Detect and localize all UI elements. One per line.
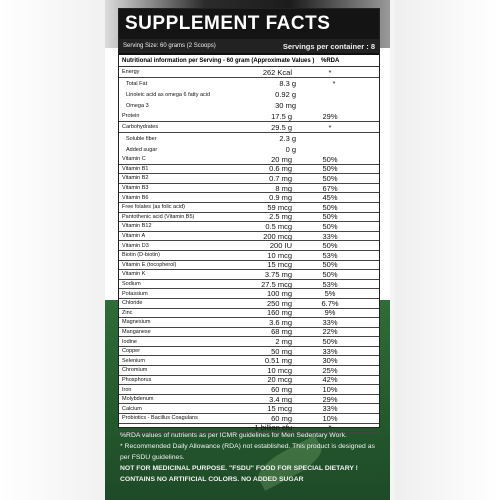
nutrient-rda: 42% [322,375,338,385]
nutrient-amount: 3.4 mg [269,394,292,404]
nutrient-name: Probiotics - Bacillus Coagulans [122,415,198,422]
nutrient-amount: 250 mg [266,298,292,308]
table-row [119,232,379,242]
nutrient-rda: * [332,79,336,88]
background-right [395,0,500,500]
table-row [119,78,379,89]
macro-rows [119,67,379,155]
nutrient-rda: 50% [322,337,338,347]
nutrient-name: Added sugar [126,146,158,153]
nutrient-name: Protein [122,113,140,119]
footnote-line: CONTAINS NO ARTIFICIAL COLORS. NO ADDED SUGAR [120,476,304,483]
nutrient-rda: 50% [322,173,338,183]
nutrient-name: Phosphorus [122,376,152,383]
nutrient-amount: 262 Kcal [262,67,292,77]
nutrient-amount: 0 g [285,145,296,154]
nutrient-name: Vitamin B3 [122,185,149,192]
nutrient-rda: 25% [322,365,338,375]
table-row [119,174,379,184]
nutrient-rda: 67% [322,183,338,193]
table-row [119,328,379,338]
background-left [0,0,105,500]
nutrient-amount: 160 mg [266,308,292,318]
table-row [119,318,379,328]
table-row [119,261,379,271]
header-rda: %RDA [321,57,340,64]
nutrient-name: Copper [122,348,141,355]
nutrient-name: Manganese [122,328,151,335]
nutrient-rda: 53% [322,279,338,289]
nutrient-name: Sodium [122,281,141,288]
footnote-line: %RDA values of nutrients as per ICMR guidelines for Men Sedentary Work. [120,432,347,439]
nutrient-name: Vitamin B2 [122,175,149,182]
nutrient-name: Molybdenum [122,396,154,403]
footnote-line: NOT FOR MEDICINAL PURPOSE. "FSDU" FOOD FOR SPECIAL DIETARY ! [120,465,358,472]
nutrient-amount: 50 mg [271,346,292,356]
nutrient-rda: 29% [322,394,338,404]
nutrient-amount: 1 billion cfu [254,423,292,433]
nutrient-name: Vitamin A [122,233,146,240]
nutrient-rda: 50% [322,154,338,164]
nutrient-name: Total Fat [126,80,148,87]
nutrient-amount: 0.6 mg [269,164,292,174]
nutrient-name: Vitamin E (tocopherol) [122,261,177,268]
table-row [119,184,379,194]
nutrient-amount: 59 mcg [267,202,292,212]
nutrient-name: Biotin (D-biotin) [122,252,160,259]
nutrient-amount: 17.5 g [271,111,292,121]
nutrient-amount: 60 mg [271,413,292,423]
nutrient-name: Calcium [122,405,142,412]
nutrient-amount: 0.7 mg [269,173,292,183]
nutrient-name: Selenium [122,357,145,364]
nutrient-rda: 33% [322,231,338,241]
nutrient-amount: 68 mg [271,327,292,337]
nutrient-rda: 33% [322,404,338,414]
nutrient-amount: 200 IU [269,241,292,251]
nutrient-rda: 50% [322,260,338,270]
nutrient-amount: 60 mg [271,385,292,395]
nutrient-rda: 50% [322,241,338,251]
table-row [119,241,379,251]
nutrient-name: Carbohydrates [122,124,159,130]
nutrient-rda: * [328,423,332,433]
nutrient-amount: 10 mcg [267,250,292,260]
nutrient-amount: 200 mcg [263,231,292,241]
footnote-line: per FSDU guidelines. [120,454,185,461]
nutrient-name: Potassium [122,290,148,297]
nutrient-amount: 2 mg [275,337,292,347]
table-row [119,144,379,155]
nutrient-rda: 10% [322,385,338,395]
nutrient-name: Vitamin B12 [122,223,152,230]
table-row [119,270,379,280]
nutrient-rda: 6.7% [321,298,339,308]
serving-size: Serving Size: 60 grams (2 Scoops) [123,43,216,49]
table-row [119,89,379,100]
table-row [119,133,379,144]
nutrient-rda: 45% [322,193,338,203]
nutrient-amount: 0.51 mg [264,356,292,366]
nutrient-name: Vitamin B1 [122,165,149,172]
panel-title: SUPPLEMENT FACTS [119,9,379,39]
table-row [119,165,379,175]
nutrient-rda: 33% [322,346,338,356]
nutrient-name: Omega 3 [126,102,149,109]
table-row [119,309,379,319]
table-row [119,337,379,347]
nutrient-amount: 0.9 mg [269,193,292,203]
nutrient-name: Vitamin C [122,156,146,163]
nutrient-name: Soluble fiber [126,135,157,142]
nutrient-name: Linoleic acid as omega 6 fatty acid [126,91,211,98]
nutrient-amount: 10 mcg [267,365,292,375]
table-row [119,366,379,376]
table-row [119,347,379,357]
table-row [119,203,379,213]
nutrient-name: Vitamin D3 [122,242,149,249]
nutrient-amount: 2.5 mg [269,212,292,222]
table-row [119,289,379,299]
table-row [119,222,379,232]
nutrient-amount: 20 mcg [267,375,292,385]
table-row [119,414,379,424]
nutrient-amount: 15 mcg [267,404,292,414]
nutrient-rda: 50% [322,202,338,212]
table-row [119,404,379,414]
nutrient-name: Chromium [122,367,148,374]
table-row [119,100,379,111]
servings-per-container: Servings per container : 8 [282,41,375,51]
nutrient-name: Zinc [122,309,133,316]
nutrient-amount: 0.5 mcg [265,221,292,231]
footnotes [120,430,390,485]
nutrient-rda: * [328,67,332,77]
nutrient-amount: 0.92 g [275,90,296,99]
nutrient-rda: 9% [324,308,336,318]
nutrient-amount: 29.5 g [271,122,292,132]
nutrient-rda: 50% [322,164,338,174]
nutrient-rda: 29% [322,111,338,121]
nutrient-amount: 3.75 mg [264,269,292,279]
nutrient-name: Free folates (as folic acid) [122,204,185,211]
header-label: Nutritional information per Serving - 60 gram (Approximate Values ) [122,57,315,64]
nutrient-rda: 10% [322,413,338,423]
nutrient-amount: 3.6 mg [269,317,292,327]
nutrient-name: Magnesium [122,319,151,326]
nutrient-name: Iodine [122,338,137,345]
supplement-facts-panel [118,8,380,433]
table-row [119,67,379,78]
table-row [119,385,379,395]
nutrient-name: Vitamin K [122,271,146,278]
footnote-line: * Recommended Daily Allowance (RDA) not established. This product is designed as [120,443,375,450]
nutrient-rda: 50% [322,269,338,279]
nutrient-amount: 15 mcg [267,260,292,270]
table-row [119,155,379,165]
table-row [119,193,379,203]
nutrient-name: Chloride [122,300,143,307]
nutrient-rda: 53% [322,250,338,260]
table-row [119,356,379,366]
nutrient-rda: * [328,122,332,132]
nutrient-name: Vitamin B6 [122,194,149,201]
table-row [119,395,379,405]
serving-info [119,39,379,55]
nutrient-amount: 100 mg [266,289,292,299]
table-row [119,111,379,122]
table-row [119,213,379,223]
table-row [119,122,379,133]
nutrient-rows [119,155,379,433]
nutrient-name: Pantothenic acid (Vitamin B5) [122,213,195,220]
table-header [119,55,379,67]
nutrient-rda: 33% [322,317,338,327]
nutrient-amount: 8.3 g [279,79,296,88]
nutrient-name: Energy [122,69,140,75]
nutrient-rda: 30% [322,356,338,366]
nutrient-rda: 50% [322,221,338,231]
table-row [119,299,379,309]
table-row [119,280,379,290]
table-row [119,376,379,386]
nutrient-rda: 22% [322,327,338,337]
nutrient-rda: 5% [324,289,336,299]
nutrient-amount: 20 mg [271,154,292,164]
nutrient-rda: 50% [322,212,338,222]
nutrient-amount: 30 mg [275,101,296,110]
table-row [119,251,379,261]
nutrient-amount: 27.5 mcg [261,279,292,289]
nutrient-amount: 2.3 g [279,134,296,143]
nutrient-name: Iron [122,386,132,393]
nutrient-amount: 8 mg [275,183,292,193]
